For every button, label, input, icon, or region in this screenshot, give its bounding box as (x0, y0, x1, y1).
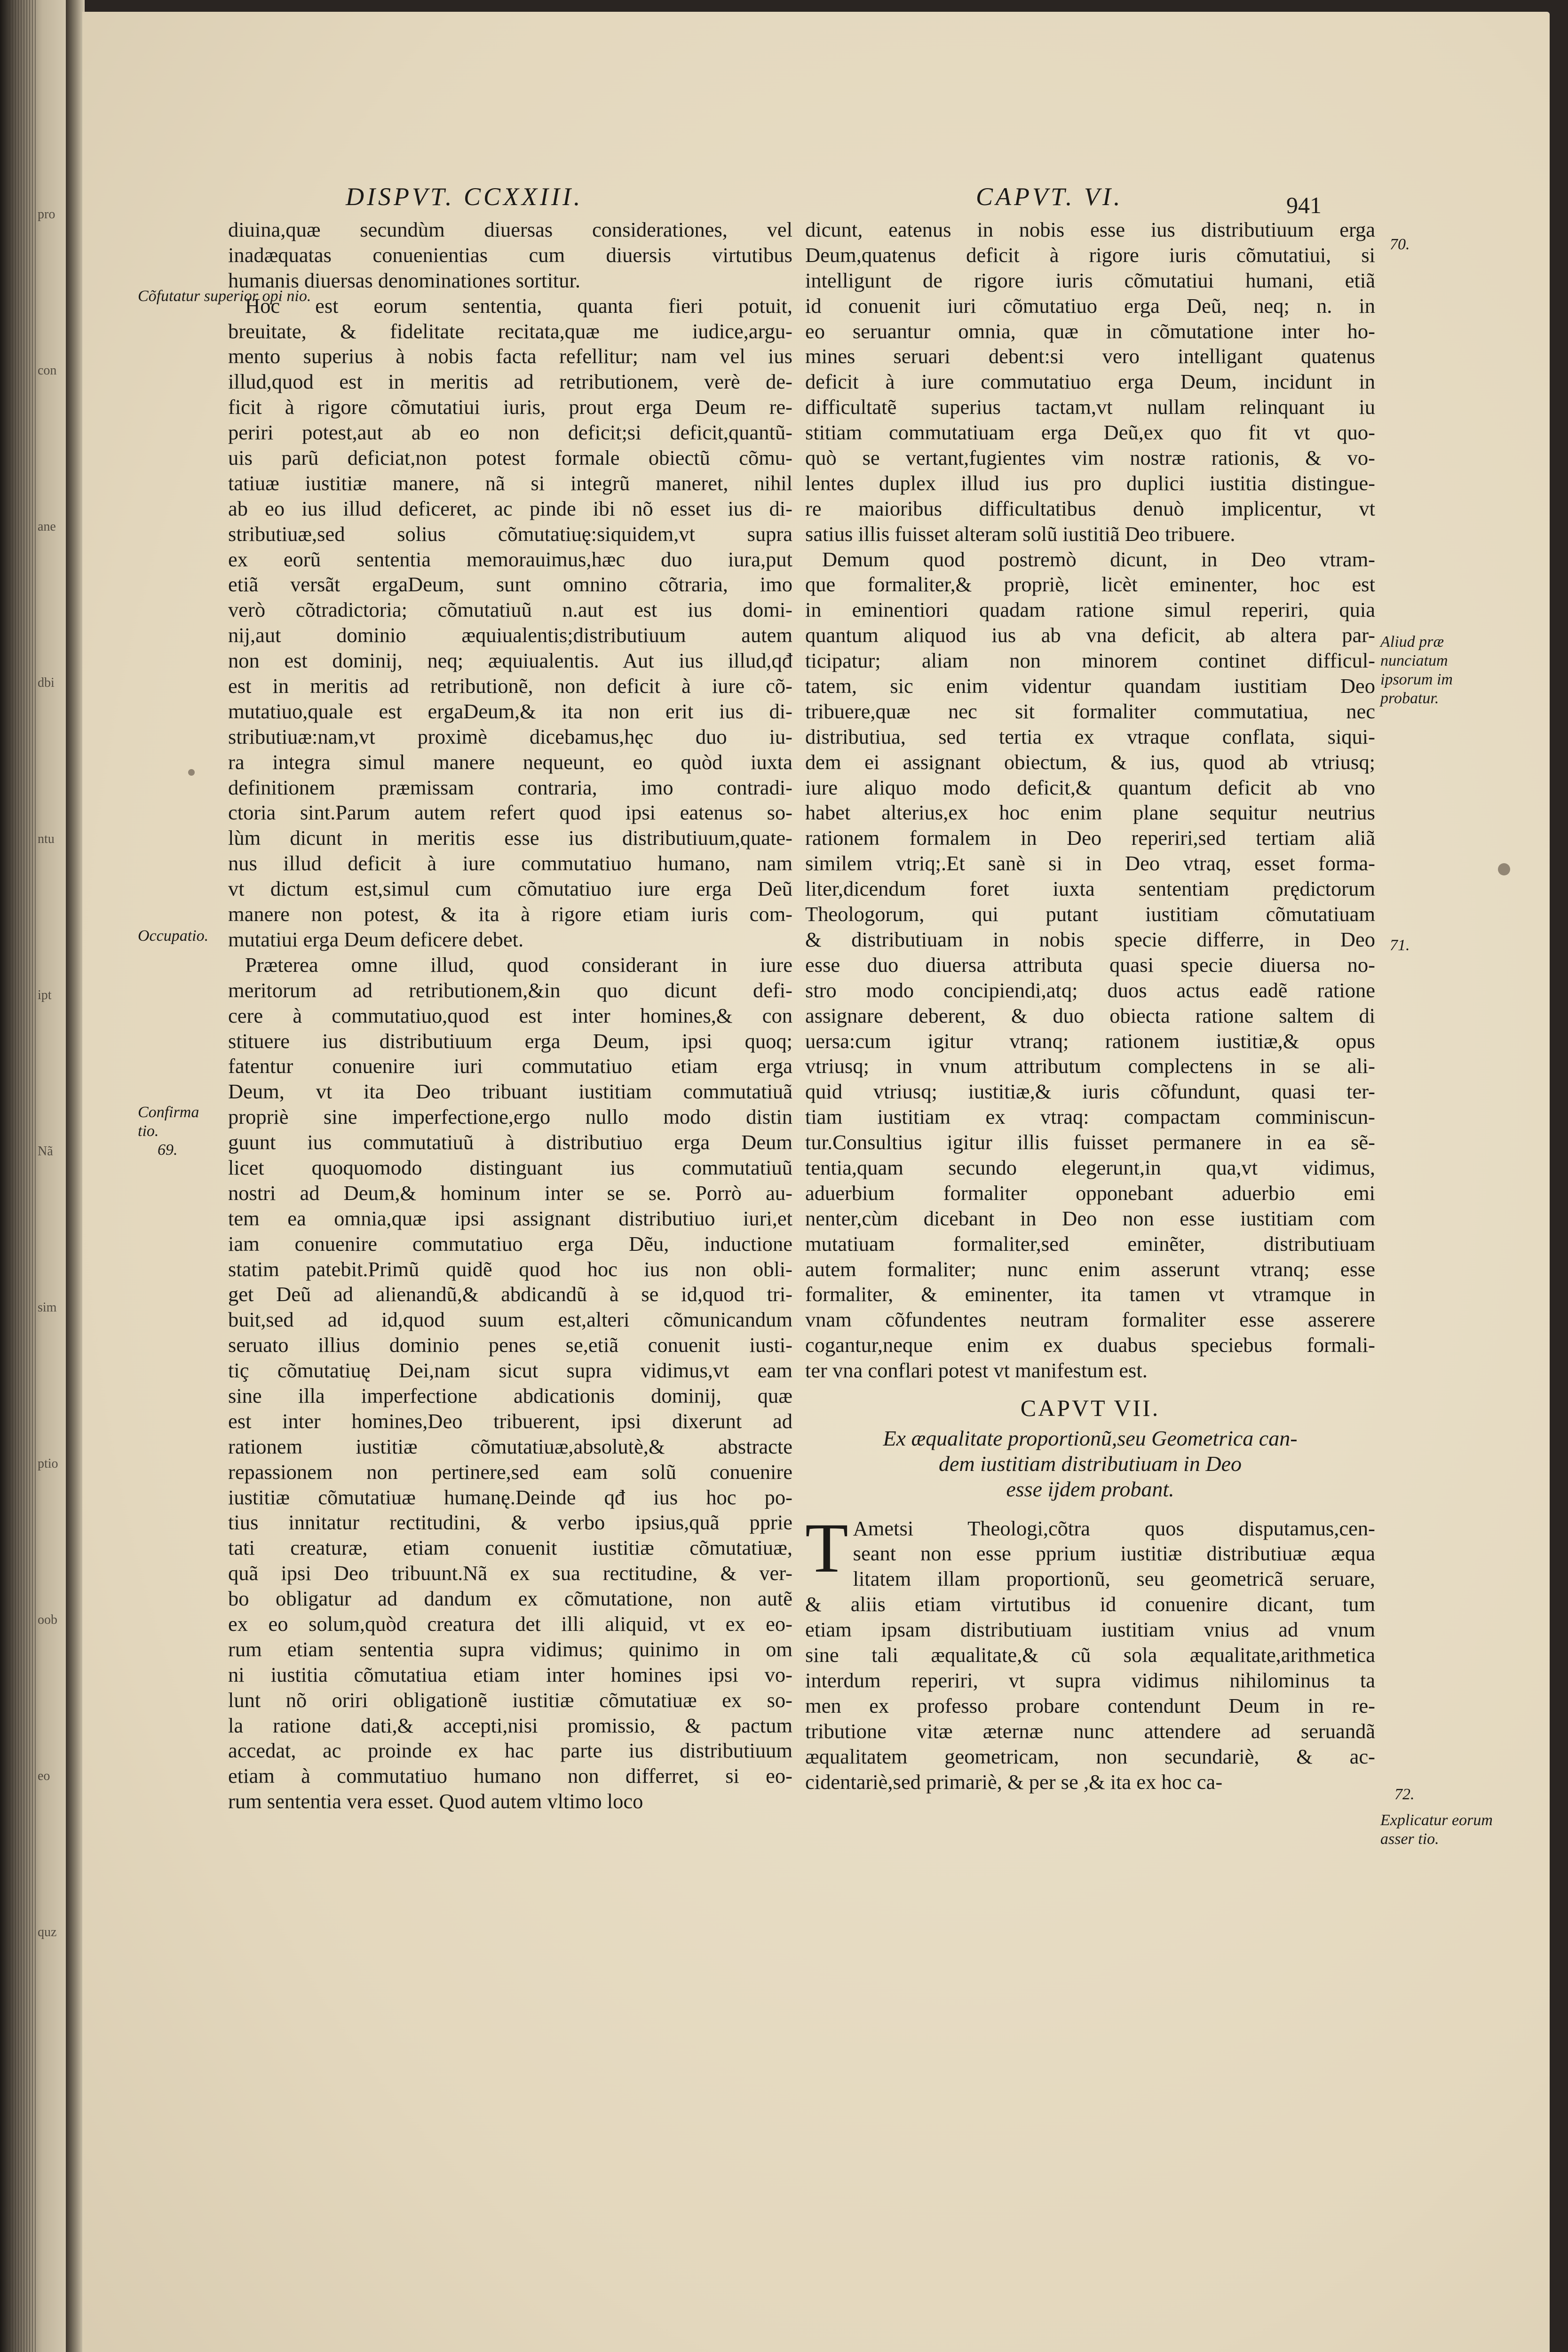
text-line: similem vtriq;.Et sanè si in Deo vtraq, esset forma- (805, 851, 1375, 875)
text-line: formaliter, & eminenter, ita tamen vt vtramque in (805, 1282, 1375, 1306)
previous-page-fragment: ntu (38, 832, 55, 846)
text-line: rationem formalem in Deo reperiri,sed tertiam aliã (805, 826, 1375, 850)
previous-page-fragment: quz (38, 1925, 57, 1939)
text-line: quã ipsi Deo tribuunt.Nã ex sua rectitudine, & ver- (228, 1561, 792, 1585)
previous-page-fragment: eo (38, 1769, 50, 1783)
text-line: cere à commutatiuo,quod est inter homines,& con (228, 1003, 792, 1027)
text-line: ra integra simul manere nequeunt, eo quòd iuxta (228, 750, 792, 774)
text-line: liter,dicendum foret iuxta sententiam prędictorum (805, 877, 1375, 901)
text-line: id conuenit iuri cõmutatiuo erga Deũ, neq; n. in (805, 294, 1375, 318)
text-line: ficit à rigore cõmutatiui iuris, prout erga Deum re- (228, 395, 792, 419)
text-line: stitiam commutatiuam erga Deũ,ex quo fit vt quo- (805, 421, 1375, 445)
text-line: ctoria sint.Parum autem refert quod ipsi eatenus so- (228, 801, 792, 825)
text-line: est in meritis ad retributionẽ, non deficit à iure cõ- (228, 674, 792, 698)
text-line: breuitate, & fidelitate recitata,quæ me iudice,argu- (228, 319, 792, 343)
text-line: fatentur conuenire iuri commutatiuo etiam erga (228, 1054, 792, 1078)
text-line: nij,aut dominio æquiualentis;distributiuum autem (228, 623, 792, 647)
previous-page-fragment: Nã (38, 1144, 53, 1159)
text-line: Hoc est eorum sententia, quanta fieri potuit, (245, 294, 792, 318)
text-line: statim patebit.Primũ quidẽ quod hoc ius non obli- (228, 1257, 792, 1281)
text-line: aduerbium formaliter opponebant aduerbio emi (805, 1181, 1375, 1205)
text-line: vt dictum est,simul cum cõmutatiuo iure erga Deũ (228, 877, 792, 901)
text-line: get Deũ ad alienandũ,& abdicandũ à se id,quod tri- (228, 1282, 792, 1306)
text-line: vnam cõfundentes neutram formaliter esse asserere (805, 1308, 1375, 1332)
chapter-subtitle-line: Ex æqualitate proportionũ,seu Geometrica can- (883, 1426, 1298, 1450)
previous-page-text-fragments (38, 202, 103, 2272)
text-line: litatem illam proportionũ, seu geometricã seruare, (853, 1567, 1375, 1591)
right-column-text-bottom (805, 1509, 1375, 1795)
text-line: uis parũ deficiat,non potest formale obiectũ cõmu- (228, 446, 792, 470)
page-stack-edge (9, 0, 38, 2352)
text-line: seant non esse pprium iustitiæ distributiuæ æqua (853, 1542, 1375, 1565)
text-line: difficultatẽ superius tactam,vt nullam relinquant iu (805, 395, 1375, 419)
text-line: nostri ad Deum,& hominum inter se se. Porrò au- (228, 1181, 792, 1205)
text-line: mutatiui erga Deum deficere debet. (228, 927, 524, 951)
text-line: que formaliter,& propriè, licèt eminenter, hoc est (805, 572, 1375, 596)
text-line: tribuere,quæ nec sit formaliter commutatiua, nec (805, 699, 1375, 723)
text-line: humanis diuersas denominationes sortitur. (228, 268, 580, 292)
text-line: rum sententia vera esset. Quod autem vltimo loco (228, 1789, 643, 1813)
text-line: stituere ius distributiuum erga Deum, ipsi quoq; (228, 1029, 792, 1053)
text-line: definitionem præmissam contraria, imo contradi- (228, 775, 792, 799)
text-line: Deum,quatenus deficit à rigore iuris cõmutatiui, si (805, 243, 1375, 267)
text-line: iure aliquo modo deficit,& quantum deficit ab vno (805, 775, 1375, 799)
previous-page-fragment: con (38, 363, 57, 378)
margin-note-70: 70. (1390, 236, 1410, 253)
text-line: la ratione dati,& accepti,nisi promissio, & pactum (228, 1713, 792, 1737)
ink-smudge (1498, 863, 1510, 875)
text-line: seruato illius dominio penes se,etiã conuenit iusti- (228, 1333, 792, 1357)
previous-page-fragment: dbi (38, 675, 55, 690)
margin-note-explicatur: Explicatur eorum asser tio. (1380, 1812, 1493, 1848)
text-line: lunt nõ oriri obligationẽ iustitiæ cõmutatiuæ ex so- (228, 1688, 792, 1712)
text-line: etiam à commutatiuo humano non differret, si eo- (228, 1764, 792, 1788)
text-line: tati creaturæ, etiam conuenit iustitiæ cõmutatiuæ, (228, 1536, 792, 1560)
previous-page-fragment: sim (38, 1300, 57, 1315)
text-line: distributiua, sed tertia ex vtraque conflata, siqui- (805, 724, 1375, 748)
text-line: sine tali æqualitate,& cũ sola æqualitate,arithmetica (805, 1643, 1375, 1667)
margin-note-71: 71. (1390, 937, 1410, 954)
text-line: iustitiæ cõmutatiuæ humanę.Deinde qđ ius hoc po- (228, 1485, 792, 1509)
text-line: men ex professo probare contendunt Deum in re- (805, 1693, 1375, 1717)
text-line: est inter homines,Deo tribuerent, ipsi dixerunt ad (228, 1409, 792, 1433)
text-line: tius innitatur rectitudini, & verbo ipsius,quã pprie (228, 1510, 792, 1534)
text-line: illud,quod est in meritis ad retributionem, verè de- (228, 370, 792, 394)
text-line: quantum aliquod ius ab vna deficit, ab altera par- (805, 623, 1375, 647)
text-line: & distributiuam in nobis specie differre, in Deo (805, 927, 1375, 951)
text-line: quò se vertant,fugientes vim nostræ rationis, & vo- (805, 446, 1375, 470)
text-line: ex eorũ sententia memorauimus,hæc duo iura,put (228, 547, 792, 571)
text-line: tributione vitæ æternæ nunc attendere ad seruandã (805, 1719, 1375, 1743)
text-line: etiam ipsam distributiuam iustitiam vnius ad vnum (805, 1618, 1375, 1642)
page-number: 941 (1286, 192, 1322, 218)
text-line: tatiuæ iustitiæ manere, nã si integrũ maneret, nihil (228, 471, 792, 495)
text-line: uersa:cum igitur vtranq; rationem iustitiæ,& opus (805, 1029, 1375, 1053)
text-line: esse duo diuersa attributa quasi specie diuersa no- (805, 953, 1375, 977)
text-line: rationem iustitiæ cõmutatiuæ,absolutè,& abstracte (228, 1434, 792, 1458)
text-line: tiam iustitiam ex vtraq: compactam comminiscun- (805, 1105, 1375, 1129)
chapter-subtitle-line: esse ijdem probant. (1006, 1477, 1174, 1501)
text-line: Præterea omne illud, quod considerant in iure (245, 953, 792, 977)
text-line: Demum quod postremò dicunt, in Deo vtram- (822, 547, 1375, 571)
text-line: rum etiam sententia supra vidimus; quinimo in om (228, 1637, 792, 1661)
text-line: tur.Consultius igitur illis fuisset permanere in ea sẽ- (805, 1130, 1375, 1154)
text-line: habet alterius,ex hoc enim plane sequitur neutrius (805, 801, 1375, 825)
text-line: re maioribus difficultatibus denuò implicentur, vt (805, 496, 1375, 520)
text-line: accedat, ac proinde ex hac parte ius distributiuum (228, 1739, 792, 1763)
margin-note-aliud: Aliud præ nunciatum ipsorum im probatur. (1380, 633, 1453, 707)
margin-note-confirmatio: Confirma tio. (138, 1104, 199, 1140)
previous-page-fragment: ane (38, 519, 56, 534)
text-line: stro modo concipiendi,atq; duos actus eadẽ ratione (805, 978, 1375, 1002)
margin-note-occupatio: Occupatio. (138, 927, 209, 945)
margin-note-72: 72. (1394, 1786, 1415, 1803)
margin-note-confutatur: Cõfutatur superior opi nio. (138, 287, 311, 305)
text-line: & aliis etiam virtutibus id conuenire dicant, tum (805, 1592, 1375, 1616)
text-line: bo obligatur ad dandum ex cõmutatione, non autẽ (228, 1587, 792, 1611)
text-line: cogantur,neque enim ex duabus speciebus formali- (805, 1333, 1375, 1357)
text-line: iam conuenire commutatiuo erga Dẽu, inductione (228, 1232, 792, 1255)
previous-page-fragment: pro (38, 207, 55, 222)
text-line: stributiuæ:nam,vt proximè dicebamus,hęc duo iu- (228, 724, 792, 748)
text-line: non est dominij, neq; æquiualentis. Aut ius illud,qđ (228, 649, 792, 673)
text-line: ni iustitia cõmutatiua etiam inter homines ipsi vo- (228, 1662, 792, 1686)
text-line: Deum, vt ita Deo tribuant iustitiam commutatiuã (228, 1080, 792, 1104)
right-text-column (805, 217, 1375, 1795)
page-header (82, 182, 1550, 220)
previous-page-fragment: ptio (38, 1456, 58, 1471)
running-head-right: CAPVT. VI. (976, 183, 1123, 211)
text-line: licet quoquomodo distinguant ius commutatiuũ (228, 1155, 792, 1179)
chapter-heading: CAPVT VII. (1020, 1394, 1160, 1421)
text-line: ab eo ius illud deficeret, ac pinde ibi nõ esset ius di- (228, 496, 792, 520)
left-text-column (228, 217, 792, 1814)
text-line: satius illis fuisset alteram solũ iustitiã Deo tribuere. (805, 522, 1235, 546)
text-line: assignare deberent, & duo obiecta ratione saltem di (805, 1003, 1375, 1027)
text-line: ter vna conflari potest vt manifestum est. (805, 1359, 1148, 1383)
text-line: lentes duplex illud ius pro duplici iustitia distingue- (805, 471, 1375, 495)
text-line: diuina,quæ secundùm diuersas considerationes, vel (228, 218, 792, 241)
text-line: periri potest,aut ab eo non deficit;si deficit,quantũ- (228, 421, 792, 445)
text-line: autem formaliter; nunc enim asserunt vtranq; esse (805, 1257, 1375, 1281)
text-line: æqualitatem geometricam, non secundariè, & ac- (805, 1744, 1375, 1768)
text-line: quid vtriusq; iustitiæ,& iuris cõfundunt, quasi ter- (805, 1080, 1375, 1104)
text-line: eo seruantur omnia, quæ in cõmutatione inter ho- (805, 319, 1375, 343)
margin-note-69: 69. (158, 1141, 178, 1159)
text-line: mento superius à nobis facta refellitur; nam vel ius (228, 344, 792, 368)
text-line: interdum reperiri, vt supra vidimus nihilominus ta (805, 1668, 1375, 1692)
text-line: nus illud deficit à iure commutatiuo humano, nam (228, 851, 792, 875)
text-line: buit,sed ad id,quod suum est,alteri cõmunicandum (228, 1308, 792, 1332)
text-line: Theologorum, qui putant iustitiam cõmutatiuam (805, 902, 1375, 926)
drop-cap: T (805, 1509, 848, 1587)
text-line: guunt ius commutatiuũ à distributiuo erga Deum (228, 1130, 792, 1154)
text-line: dem ei assignant obiectum, & ius, quod ab vtriusq; (805, 750, 1375, 774)
text-line: lùm dicunt in meritis esse ius distributiuum,quate- (228, 826, 792, 850)
text-line: repassionem non pertinere,sed eam solũ conuenire (228, 1460, 792, 1484)
text-line: deficit à iure commutatiuo erga Deum, incidunt in (805, 370, 1375, 394)
text-line: propriè sine imperfectione,ergo nullo modo distin (228, 1105, 792, 1129)
text-line: ticipatur; aliam non minorem continet difficul- (805, 649, 1375, 673)
text-line: cidentariè,sed primariè, & per se ,& ita ex hoc ca- (805, 1770, 1223, 1794)
running-head-left: DISPVT. CCXXIII. (346, 183, 583, 211)
text-line: tentia,quam secundo elegerunt,in qua,vt vidimus, (805, 1155, 1375, 1179)
text-line: mutatiuo,quale est ergaDeum,& ita non erit ius di- (228, 699, 792, 723)
text-line: nenter,cùm dicebant in Deo non esse iustitiam com (805, 1206, 1375, 1230)
text-line: mines seruari debent:si vero intelligant quatenus (805, 344, 1375, 368)
text-line: mutatiuam formaliter,sed eminẽter, distributiuam (805, 1232, 1375, 1255)
text-line: inadæquatas conuenientias cum diuersis virtutibus (228, 243, 792, 267)
text-line: tiç cõmutatiuę Dei,nam sicut supra vidimus,vt eam (228, 1359, 792, 1383)
text-line: verò cõtradictoria; cõmutatiuũ n.aut est ius domi- (228, 598, 792, 622)
text-line: meritorum ad retributionem,&in quo dicunt defi- (228, 978, 792, 1002)
previous-page-fragment: ipt (38, 988, 52, 1002)
chapter-subtitle (805, 1426, 1375, 1502)
chapter-subtitle-line: dem iustitiam distributiuam in Deo (939, 1451, 1242, 1476)
text-line: in eminentiori quadam ratione simul reperiri, quia (805, 598, 1375, 622)
ink-speck (188, 769, 195, 776)
text-line: tatem, sic enim videntur quandam iustitiam Deo (805, 674, 1375, 698)
book-page (82, 12, 1550, 2352)
text-line: intelligunt de rigore iuris cõmutatiui humani, etiã (805, 268, 1375, 292)
text-line: stributiuæ,sed solius cõmutatiuę:siquidem,vt supra (228, 522, 792, 546)
text-line: ex eo solum,quòd creatura det illi aliquid, vt ex eo- (228, 1612, 792, 1636)
text-line: sine illa imperfectione abdicationis dominij, quæ (228, 1383, 792, 1407)
text-line: vtriusq; in vnum attributum complectens in se ali- (805, 1054, 1375, 1078)
right-column-text-top (805, 217, 1375, 1383)
text-line: tem ea omnia,quæ ipsi assignant distributiuo iuri,et (228, 1206, 792, 1230)
previous-page-fragment: oob (38, 1613, 57, 1627)
text-line: dicunt, eatenus in nobis esse ius distributiuum erga (805, 218, 1375, 241)
text-line: manere non potest, & ita à rigore etiam iuris com- (228, 902, 792, 926)
text-line: etiã versãt ergaDeum, sunt omnino cõtraria, imo (228, 572, 792, 596)
text-line: Ametsi Theologi,cõtra quos disputamus,cen- (853, 1516, 1375, 1540)
